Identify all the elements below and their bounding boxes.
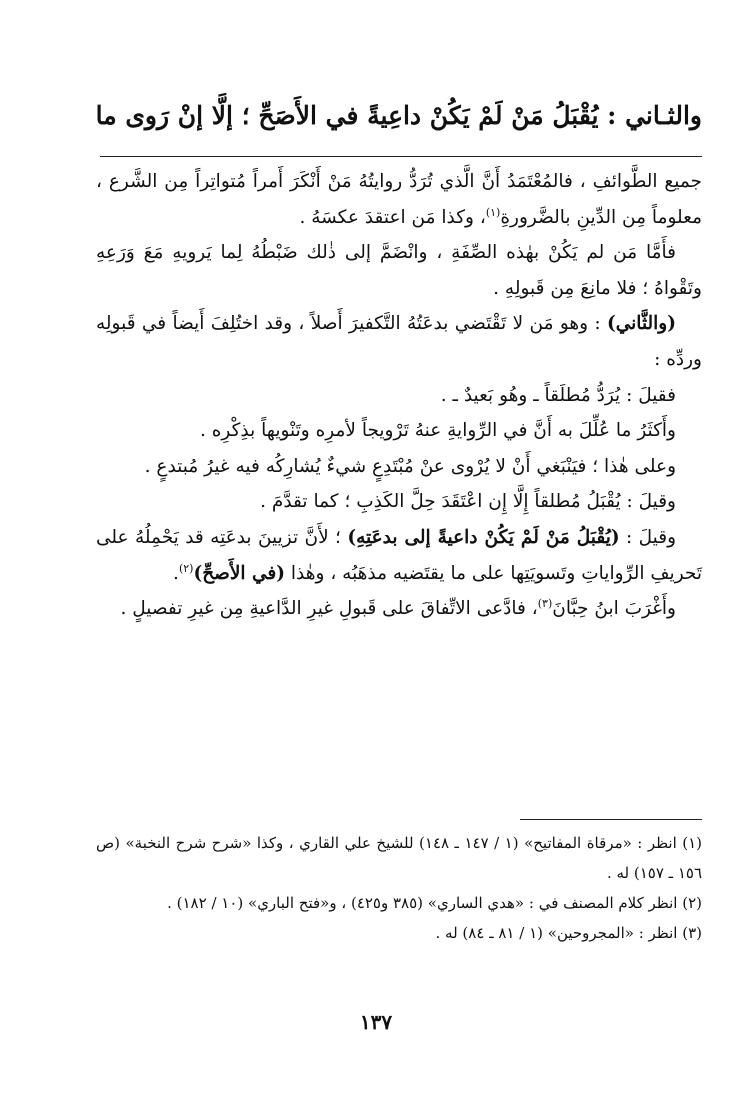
paragraph-8-text-c: ؛ لأَنَّ تزيينَ بدعَتِه قد يَحْمِلُهُ على تَحريفِ الرِّواياتِ وتَسويَتِها على ما يقتَضيه مذهَبُه ، وهٰذا bbox=[96, 526, 702, 584]
footnote-divider bbox=[520, 819, 702, 820]
paragraph-8-matn-d: (في الأَصحِّ) bbox=[193, 562, 286, 584]
matn-heading-main: يُقْبَلُ مَنْ لَمْ يَكُنْ داعِيةً في الأَصَحِّ bbox=[258, 101, 599, 130]
paragraph-6: وعلى هٰذا ؛ فيَنْبَغي أَنْ لا يُرْوى عنْ مُبْتَدِعٍ شيءٌ يُشارِكُه فيه غيرُ مُبتدعٍ . bbox=[144, 455, 676, 477]
page-number: ١٣٧ bbox=[359, 1010, 393, 1034]
paragraph-5: وأَكثَرُ ما عُلِّلَ به أَنَّ في الرِّوايةِ عنهُ تَرْويجاً لأمرِه وتَنْويهاً بذِكْرِه . bbox=[199, 420, 676, 442]
paragraph-8-matn-a: (يُقْبَلُ مَنْ لَمْ يَكُنْ داعيةً إلى بدعَتِهِ) bbox=[347, 526, 620, 548]
paragraph-8-text-a: وقيلَ : bbox=[619, 526, 677, 548]
paragraph-1-text: جميع الطَّوائفِ ، فالمُعْتَمَدُ أَنَّ الَّذي تُرَدُّ روايتُهُ مَنْ أَنْكَرَ أَمراً مُتواتِراً مِن الشَّرع ، معلوماً مِن الدِّينِ بالضَّرورةِ bbox=[96, 171, 702, 228]
footnote-3: (٣) انظر : «المجروحين» (١ / ٨١ ـ ٨٤) له . bbox=[435, 924, 702, 942]
matn-heading bbox=[42, 96, 702, 136]
heading-divider bbox=[100, 156, 702, 157]
paragraph-4: فقيلَ : يُرَدُّ مُطلَقاً ـ وهُو بَعيدٌ ـ . bbox=[440, 384, 676, 406]
paragraph-2: فأَمَّا مَن لم يَكُنْ بهٰذه الصِّفَةِ ، وانْضَمَّ إلى ذٰلك ضَبْطُهُ لِما يَرويهِ مَعَ وَرَعِهِ وتَقْواهُ ؛ فلا مانِعَ مِن قَبولِهِ . bbox=[96, 242, 702, 299]
footnote-1: (١) انظر : «مرقاة المفاتيح» (١ / ١٤٧ ـ ١٤٨) للشيخ علي القاري ، وكذا «شرح شرح النخبة» (ص ١٥٦ ـ ١٥٧) له . bbox=[96, 834, 703, 882]
footnotes bbox=[96, 828, 702, 948]
footnote-ref-2: (٢) bbox=[178, 561, 194, 575]
paragraph-9-text: وأَغْرَبَ ابنُ حِبَّانَ bbox=[552, 598, 676, 620]
paragraph-8-end: . bbox=[173, 562, 179, 584]
paragraph-9 bbox=[96, 591, 702, 627]
paragraph-1 bbox=[96, 164, 702, 235]
matn-heading-tail: ؛ إلَّا إنْ رَوى ما bbox=[95, 101, 259, 130]
matn-heading-lead: والثـاني : bbox=[598, 101, 702, 130]
commentary-body bbox=[96, 164, 702, 627]
paragraph-3 bbox=[96, 306, 702, 377]
paragraph-3-text: : وهو مَن لا تَقْتَضي بدعَتُهُ التَّكفيرَ أَصلاً ، وقد اختُلِفَ أَيضاً في قَبولِه وردِّه : bbox=[96, 313, 702, 370]
paragraph-1-end: ، وكذا مَن اعتقدَ عكسَهُ . bbox=[299, 206, 486, 228]
paragraph-7: وقيلَ : يُقْبَلُ مُطلقاً إِلَّا إِن اعْتَقَدَ حِلَّ الكَذِبِ ؛ كما تقدَّمَ . bbox=[260, 491, 676, 513]
paragraph-8 bbox=[96, 520, 702, 591]
footnote-ref-3: (٣) bbox=[537, 596, 553, 610]
paragraph-3-lead: (والثَّاني) bbox=[606, 313, 676, 335]
paragraph-9-end: ، فادَّعى الاتِّفاقَ على قَبولِ غيرِ الدَّاعيةِ مِن غيرِ تفصيلٍ . bbox=[120, 598, 538, 620]
footnote-ref-1: (١) bbox=[485, 205, 501, 219]
footnote-2: (٢) انظر كلام المصنف في : «هدي الساري» (٣٨٥ و٤٢٥) ، و«فتح الباري» (١٠ / ١٨٢) . bbox=[167, 894, 702, 912]
